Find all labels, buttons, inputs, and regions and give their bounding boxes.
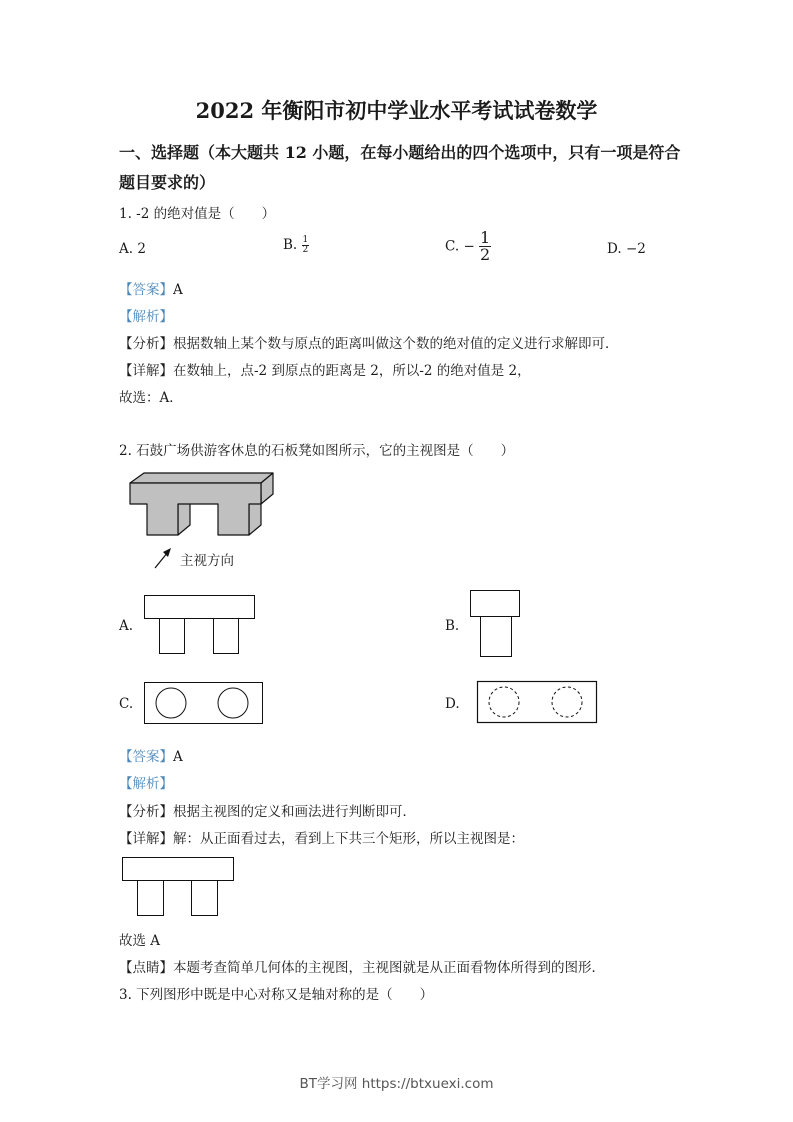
answer-value: A xyxy=(173,282,183,298)
dianjing-tag: 【点睛】 xyxy=(119,960,173,976)
numerator: 1 xyxy=(302,235,309,245)
footer-watermark: BT学习网 https://btxuexi.com xyxy=(299,1076,494,1092)
q2-option-c-label: C. xyxy=(119,696,134,712)
page-title: 2022 年衡阳市初中学业水平考试试卷数学 xyxy=(195,98,598,123)
q1-conclusion: 故选：A． xyxy=(119,390,183,406)
option-label: B. xyxy=(283,237,298,253)
minus-sign: − xyxy=(463,238,475,255)
xiangjie-tag: 【详解】 xyxy=(119,831,173,847)
option-label: D. xyxy=(607,241,622,257)
xiangjie-text: 在数轴上，点-2 到原点的距离是 2，所以-2 的绝对值是 2， xyxy=(173,363,531,379)
numerator: 1 xyxy=(480,228,491,247)
q2-option-b-label: B. xyxy=(445,618,460,634)
q2-option-a-label: A. xyxy=(119,618,134,634)
option-value: −2 xyxy=(625,241,646,257)
option-value: 2 xyxy=(137,241,146,257)
q2-stem: 2. 石鼓广场供游客休息的石板凳如图所示，它的主视图是（ ） xyxy=(119,443,515,459)
q2-dianjing xyxy=(119,956,605,976)
xiangjie-tag: 【详解】 xyxy=(119,363,173,379)
fenxi-text: 根据数轴上某个数与原点的距离叫做这个数的绝对值的定义进行求解即可． xyxy=(173,336,619,352)
answer-tag: 【答案】 xyxy=(119,282,173,298)
fenxi-text: 根据主视图的定义和画法进行判断即可． xyxy=(173,804,416,820)
view-direction-label: 主视方向 xyxy=(180,553,234,569)
dianjing-text: 本题考查简单几何体的主视图，主视图就是从正面看物体所得到的图形． xyxy=(173,960,605,976)
q1-stem: 1. -2 的绝对值是（ ） xyxy=(119,206,276,222)
fenxi-tag: 【分析】 xyxy=(119,804,173,820)
denominator: 2 xyxy=(480,245,491,264)
answer-tag: 【答案】 xyxy=(119,749,173,765)
option-label: C. xyxy=(445,238,460,255)
denominator: 2 xyxy=(302,245,309,255)
xiangjie-text: 解：从正面看过去，看到上下共三个矩形，所以主视图是： xyxy=(173,831,524,847)
section-heading-line2: 题目要求的） xyxy=(119,173,216,192)
answer-value: A xyxy=(173,749,183,765)
q2-analysis-tag: 【解析】 xyxy=(119,776,173,792)
q2-conclusion: 故选 A xyxy=(119,933,161,949)
fenxi-tag: 【分析】 xyxy=(119,336,173,352)
q3-stem: 3. 下列图形中既是中心对称又是轴对称的是（ ） xyxy=(119,987,434,1003)
q2-option-d-label: D. xyxy=(445,696,460,712)
q1-analysis-tag: 【解析】 xyxy=(119,309,173,325)
option-label: A. xyxy=(119,241,134,257)
section-heading-line1: 一、选择题（本大题共 12 小题，在每小题给出的四个选项中，只有一项是符合 xyxy=(119,143,681,162)
